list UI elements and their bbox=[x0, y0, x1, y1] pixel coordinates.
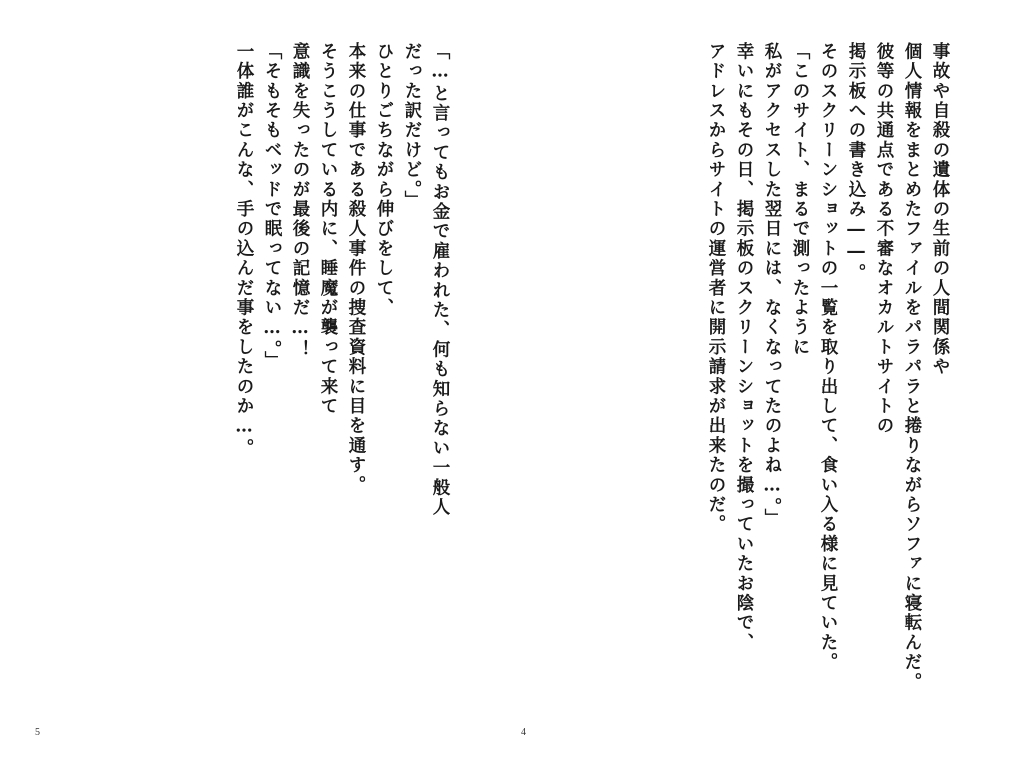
text-line: そのスクリーンショットの一覧を取り出して、食い入る様に見ていた。 bbox=[818, 42, 838, 673]
text-line: アドレスからサイトの運営者に開示請求が出来たのだ。 bbox=[706, 42, 726, 535]
page-number-right: 4 bbox=[521, 727, 526, 738]
right-page-text bbox=[702, 42, 954, 692]
left-page-text bbox=[230, 42, 454, 517]
text-line: 本来の仕事である殺人事件の捜査資料に目を通す。 bbox=[346, 42, 366, 496]
text-line: だった訳だけど。」 bbox=[402, 42, 422, 211]
text-line: そうこうしている内に、睡魔が襲って来て bbox=[318, 42, 338, 417]
text-line: 「このサイト、まるで測ったように bbox=[790, 42, 810, 358]
text-line: 「…と言ってもお金で雇われた、何も知らない一般人 bbox=[430, 42, 450, 518]
text-line: 一体誰がこんな、手の込んだ事をしたのか…。 bbox=[234, 42, 254, 459]
text-line: 個人情報をまとめたファイルをパラパラと捲りながらソファに寝転んだ。 bbox=[902, 42, 922, 693]
text-line: 事故や自殺の遺体の生前の人間関係や bbox=[930, 42, 950, 377]
text-line: 私がアクセスした翌日には、なくなってたのよね…。」 bbox=[762, 42, 782, 529]
text-line: 「そもそもベッドで眠ってない…。」 bbox=[262, 42, 282, 371]
text-line: 掲示板への書き込み――。 bbox=[846, 42, 866, 284]
text-line: 幸いにもその日、掲示板のスクリーンショットを撮っていたお陰で、 bbox=[734, 42, 754, 653]
text-line: 意識を失ったのが最後の記憶だ…！ bbox=[290, 42, 310, 360]
page-number-left: 5 bbox=[35, 727, 40, 738]
text-line: 彼等の共通点である不審なオカルトサイトの bbox=[874, 42, 894, 436]
text-line: ひとりごちながら伸びをして、 bbox=[374, 42, 394, 318]
